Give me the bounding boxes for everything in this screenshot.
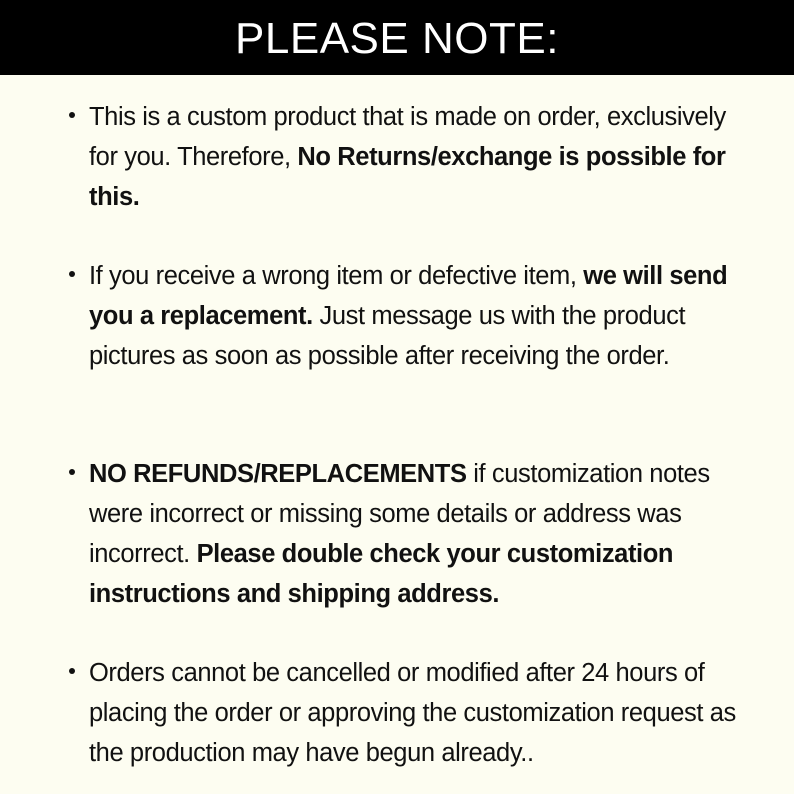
note-text-segment: This is a custom product that is made on order, exclusively for you. Therefore,: [89, 103, 726, 171]
note-text-segment: if customization notes were incorrect or missing some details or address was incorrect.: [89, 460, 710, 568]
bullet-icon: [69, 271, 75, 277]
note-text-bold-segment: NO REFUNDS/REPLACEMENTS: [89, 460, 467, 488]
note-text: [89, 256, 757, 376]
note-text-bold-segment: No Returns/exchange is possible for this.: [89, 143, 726, 211]
note-text: [89, 653, 757, 773]
note-text: [89, 97, 757, 217]
header-banner: [0, 0, 794, 75]
note-text-segment: Just message us with the product pictures as soon as possible after receiving the order.: [89, 302, 686, 370]
bullet-icon: [69, 668, 75, 674]
note-text: [89, 454, 757, 614]
bullet-icon: [69, 112, 75, 118]
note-text-bold-segment: Please double check your customization instructions and shipping address.: [89, 540, 674, 608]
note-text-bold-segment: we will send you a replacement.: [89, 262, 728, 330]
note-text-segment: If you receive a wrong item or defective item,: [89, 262, 584, 290]
bullet-icon: [69, 469, 75, 475]
note-text-segment: Orders cannot be cancelled or modified after 24 hours of placing the order or approving the customization request as the production may have begun already..: [89, 659, 736, 767]
page-title: PLEASE NOTE:: [235, 13, 559, 63]
